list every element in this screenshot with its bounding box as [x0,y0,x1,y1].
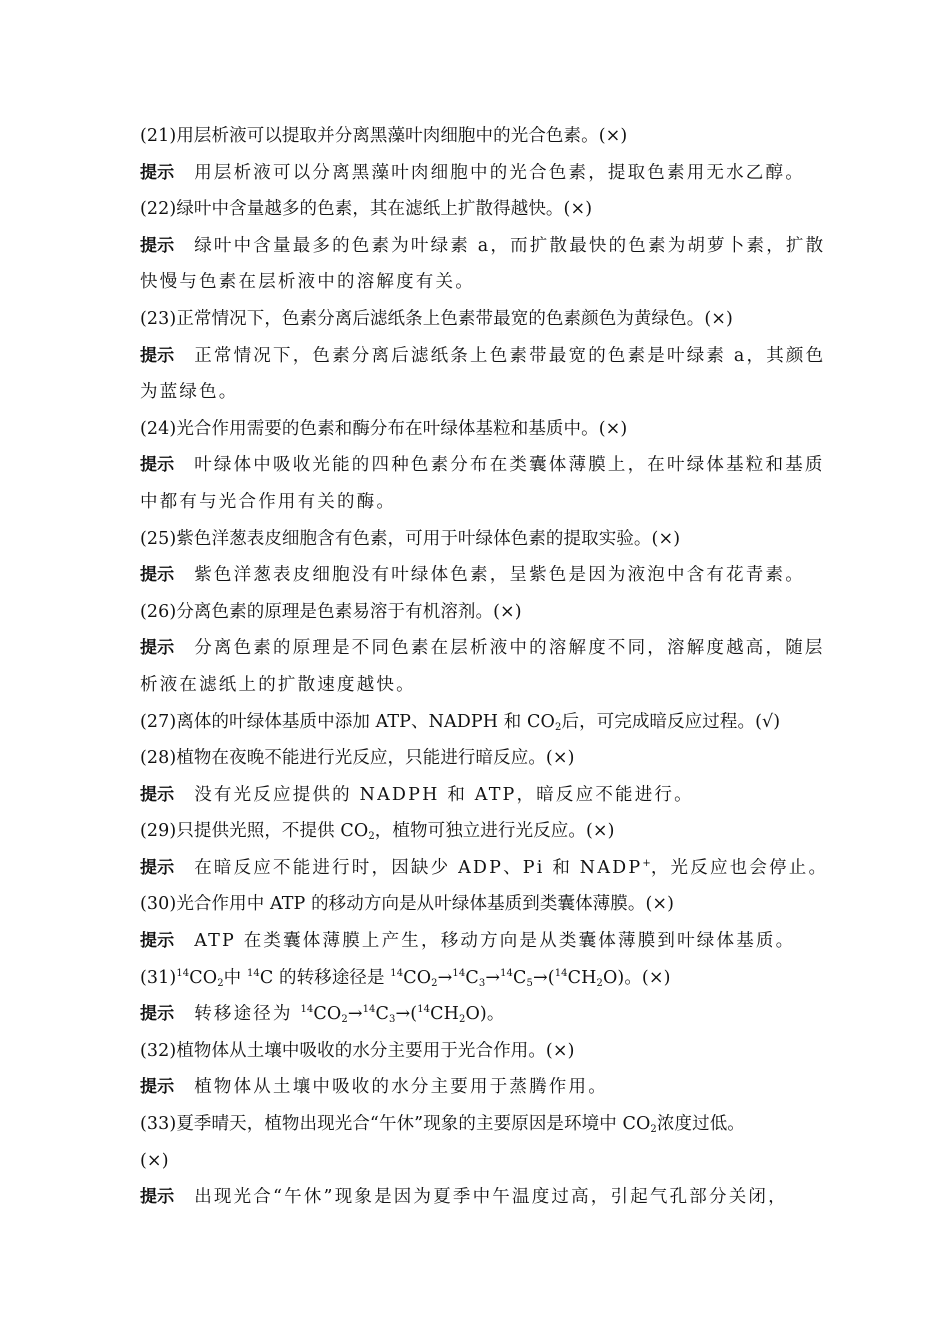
hint-label: 提示 [140,784,175,805]
arrow-icon: → [347,1004,363,1025]
question-23: (23)正常情况下，色素分离后滤纸条上色素带最宽的色素颜色为黄绿色。(×) [140,308,733,329]
question-32: (32)植物体从土壤中吸收的水分主要用于光合作用。(×) [140,1040,575,1061]
question-33: (33)夏季晴天，植物出现光合“午休”现象的主要原因是环境中 $CO_2$浓度过低。 [140,1114,745,1136]
question-24: (24)光合作用需要的色素和酶分布在叶绿体基粒和基质中。(×) [140,418,628,439]
hint-29: 提示 在暗反应不能进行时，因缺少 ADP、Pi 和 NADP+，光反应也会停止。 [140,857,829,878]
hint-label: 提示 [140,455,175,476]
hint-26: 提示 分离色素的原理是不同色素在层析液中的溶解度不同，溶解度越高，随层 [140,638,825,659]
hint-label: 提示 [140,162,175,183]
question-25: (25)紫色洋葱表皮细胞含有色素，可用于叶绿体色素的提取实验。(×) [140,528,681,549]
hint-label: 提示 [140,931,175,952]
question-21: (21)用层析液可以提取并分离黑藻叶肉细胞中的光合色素。(×) [140,126,628,146]
hint-22: 提示 绿叶中含量最多的色素为叶绿素 a，而扩散最快的色素为胡萝卜素，扩散 [140,235,826,256]
hint-25: 提示 紫色洋葱表皮细胞没有叶绿体色素，呈紫色是因为液泡中含有花青素。 [140,565,805,586]
hint-24-continued: 中都有与光合作用有关的酶。 [140,491,397,512]
hint-label: 提示 [140,638,175,659]
hint-23: 提示 正常情况下，色素分离后滤纸条上色素带最宽的色素是叶绿素 a，其颜色 [140,345,826,366]
question-29: (29)只提供光照，不提供 $CO_2$，植物可独立进行光反应。(×) [140,821,615,843]
hint-21: 提示 用层析液可以分离黑藻叶肉细胞中的光合色素，提取色素用无水乙醇。 [140,162,805,183]
question-28: (28)植物在夜晚不能进行光反应，只能进行暗反应。(×) [140,748,575,769]
question-22: (22)绿叶中含量越多的色素，其在滤纸上扩散得越快。(×) [140,199,593,220]
hint-label: 提示 [140,565,175,586]
hint-label: 提示 [140,235,175,256]
arrow-icon: → [437,967,453,988]
hint-32: 提示 植物体从土壤中吸收的水分主要用于蒸腾作用。 [140,1077,608,1098]
question-30: (30)光合作用中 ATP 的移动方向是从叶绿体基质到类囊体薄膜。(×) [140,894,675,915]
hint-26-continued: 析液在滤纸上的扩散速度越快。 [140,674,416,695]
document-page [140,118,829,1216]
hint-33: 提示 出现光合“午休”现象是因为夏季中午温度过高，引起气孔部分关闭， [140,1187,788,1208]
hint-label: 提示 [140,1187,175,1208]
hint-label: 提示 [140,1077,175,1098]
hint-label: 提示 [140,1004,175,1025]
hint-22-continued: 快慢与色素在层析液中的溶解度有关。 [140,272,475,293]
hint-label: 提示 [140,345,175,366]
hint-24: 提示 叶绿体中吸收光能的四种色素分布在类囊体薄膜上，在叶绿体基粒和基质 [140,455,825,476]
question-27: (27)离体的叶绿体基质中添加 ATP、NADPH 和 $CO_2$后，可完成暗反应过程。(√) [140,711,781,733]
hint-30: 提示 ATP 在类囊体薄膜上产生，移动方向是从类囊体薄膜到叶绿体基质。 [140,931,796,952]
hint-23-continued: 为蓝绿色。 [140,382,239,403]
arrow-icon: → [532,967,548,988]
hint-28: 提示 没有光反应提供的 NADPH 和 ATP，暗反应不能进行。 [140,784,694,805]
arrow-icon: → [395,1004,411,1025]
arrow-icon: → [485,967,501,988]
hint-31: 提示 转移途径为 $^{14}CO_2\to^{14}C_3\to(^{14}CH_2O)$。 [140,1004,505,1026]
hint-label: 提示 [140,857,175,878]
question-33-answer: (×) [140,1150,169,1171]
question-31: $(31)^{14}CO_2$中 $^{14}$C 的转移途径是 $^{14}CO_2\to^{14}C_3\to^{14}C_5\to(^{14}CH_2O)$。(×) [140,967,671,989]
question-26: (26)分离色素的原理是色素易溶于有机溶剂。(×) [140,601,522,622]
